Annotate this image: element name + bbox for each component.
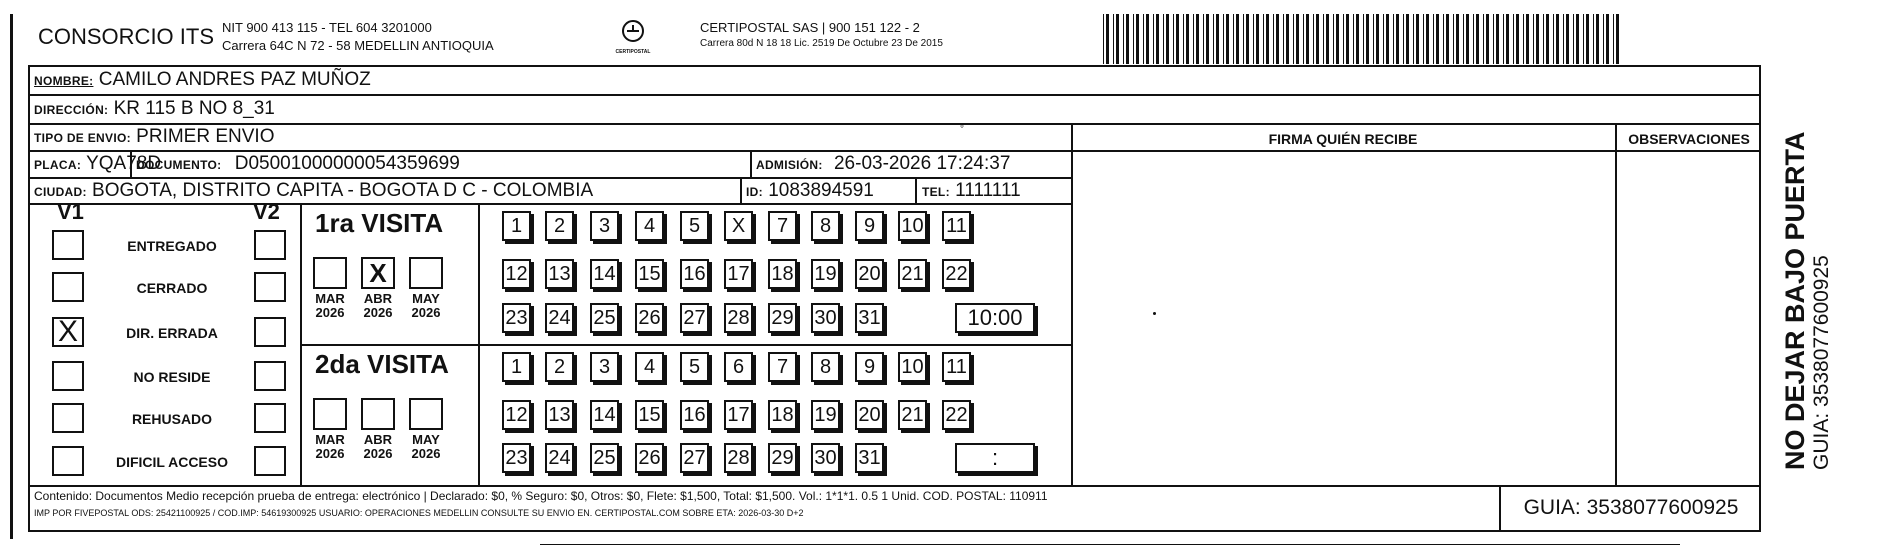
- visit-day-box[interactable]: 14: [590, 259, 619, 289]
- visit2-title: 2da VISITA: [315, 349, 449, 379]
- barcode-bar: [1503, 14, 1504, 64]
- barcode-bar: [1273, 14, 1274, 64]
- visit-month-name: MAY: [412, 432, 440, 447]
- status-label: ENTREGADO: [127, 238, 217, 254]
- visit-month-checkbox[interactable]: [313, 257, 347, 289]
- admision-cell: [756, 153, 1010, 175]
- visit-day-box[interactable]: 31: [855, 443, 884, 473]
- admision-value: 26-03-2026 17:24:37: [833, 153, 1011, 174]
- barcode-bar: [1453, 14, 1454, 64]
- barcode-bar: [1476, 14, 1479, 64]
- sign-header: FIRMA QUIÉN RECIBE: [1268, 131, 1418, 147]
- barcode-bar: [1456, 14, 1459, 64]
- barcode-bar: [1333, 14, 1334, 64]
- id-value: 1083894591: [768, 180, 874, 201]
- carrier-line1: CERTIPOSTAL SAS | 900 151 122 - 2: [700, 20, 920, 35]
- status-label: NO RESIDE: [133, 369, 211, 385]
- barcode-bar: [1583, 14, 1584, 64]
- barcode-bar: [1493, 14, 1494, 64]
- barcode-bar: [1553, 14, 1554, 64]
- barcode-bar: [1563, 14, 1564, 64]
- barcode-bar: [1573, 14, 1574, 64]
- visit-day-box[interactable]: 28: [724, 443, 753, 473]
- footer-line2: IMP POR FIVEPOSTAL ODS: 25421100925 / COD.IMP: 54619300925 USUARIO: OPERACIONES MEDELLIN CONSULTE SU ENVIO EN. CERTIPOSTAL.COM SOBRE ETA: 2026-03-30 D+2: [34, 508, 804, 518]
- carrier-line2: Carrera 80d N 18 18 Lic. 2519 De Octubre 23 De 2015: [700, 38, 943, 49]
- visit-day-box[interactable]: 9: [855, 211, 884, 241]
- visit-day-box[interactable]: 16: [680, 400, 709, 430]
- visit-day-box[interactable]: 13: [545, 400, 574, 430]
- visit-day-box[interactable]: 2: [545, 211, 574, 241]
- barcode-bar: [1496, 14, 1499, 64]
- barcode-bar: [1343, 14, 1344, 64]
- direccion-label: DIRECCIÓN:: [34, 103, 109, 117]
- visit-day-box[interactable]: 19: [811, 400, 840, 430]
- visit-day-box[interactable]: 14: [590, 400, 619, 430]
- bottom-rule: [540, 544, 1680, 545]
- tipo-row: [34, 126, 274, 148]
- status-v1-checkbox[interactable]: [52, 446, 84, 476]
- barcode-bar: [1426, 14, 1429, 64]
- barcode-bar: [1323, 14, 1324, 64]
- visit-day-box[interactable]: 27: [680, 443, 709, 473]
- visit-month-label: [400, 292, 452, 320]
- visit-month-year: 2026: [411, 446, 441, 461]
- barcode-bar: [1236, 14, 1239, 64]
- barcode-bar: [1416, 14, 1419, 64]
- ciudad-label: CIUDAD:: [34, 185, 87, 199]
- visit-day-box[interactable]: 1: [502, 352, 531, 382]
- visit1-title: 1ra VISITA: [315, 208, 444, 238]
- barcode-bar: [1616, 14, 1619, 64]
- barcode-bar: [1396, 14, 1399, 64]
- visit-day-box[interactable]: 9: [855, 352, 884, 382]
- direccion-row: [34, 98, 275, 120]
- visit-month-checkbox[interactable]: X: [361, 257, 395, 289]
- stray-mark: °: [960, 124, 964, 135]
- obs-header: OBSERVACIONES: [1628, 131, 1750, 147]
- barcode-bar: [1243, 14, 1244, 64]
- visit-day-box[interactable]: 26: [635, 303, 664, 333]
- visit-day-box[interactable]: 1: [502, 211, 531, 241]
- visit-day-box[interactable]: 3: [590, 352, 619, 382]
- visit-day-box[interactable]: 31: [855, 303, 884, 333]
- visit-day-box[interactable]: 13: [545, 259, 574, 289]
- barcode-bar: [1186, 14, 1189, 64]
- barcode-bar: [1276, 14, 1279, 64]
- barcode-bar: [1353, 14, 1354, 64]
- signature-dot: [1153, 312, 1156, 315]
- barcode-bar: [1226, 14, 1229, 64]
- tipo-value: PRIMER ENVIO: [136, 126, 275, 147]
- barcode-bar: [1543, 14, 1544, 64]
- barcode-bar: [1376, 14, 1379, 64]
- signature-area[interactable]: [1073, 152, 1615, 485]
- side-line1: NO DEJAR BAJO PUERTA: [1780, 131, 1810, 470]
- barcode-bar: [1406, 14, 1409, 64]
- visit-day-box[interactable]: 10: [898, 352, 927, 382]
- visit-day-box[interactable]: 12: [502, 259, 531, 289]
- side-text: [1780, 131, 1834, 470]
- visit-day-box[interactable]: 23: [502, 443, 531, 473]
- visit-month-name: MAR: [315, 432, 345, 447]
- barcode-bar: [1443, 14, 1444, 64]
- barcode-bar: [1536, 14, 1539, 64]
- barcode-bar: [1526, 14, 1529, 64]
- barcode-bar: [1286, 14, 1289, 64]
- visit-month-year: 2026: [315, 446, 345, 461]
- barcode-bar: [1576, 14, 1579, 64]
- visit-day-box[interactable]: 29: [768, 443, 797, 473]
- visit-day-box[interactable]: 17: [724, 259, 753, 289]
- visit-day-box[interactable]: 25: [590, 443, 619, 473]
- side-line2: GUIA: 3538077600925: [1810, 255, 1833, 470]
- barcode-bar: [1463, 14, 1464, 64]
- visit-month-year: 2026: [315, 305, 345, 320]
- visit-month-checkbox[interactable]: [313, 398, 347, 430]
- visit-day-box[interactable]: 8: [811, 211, 840, 241]
- barcode-bar: [1156, 14, 1159, 64]
- company-line2: Carrera 64C N 72 - 58 MEDELLIN ANTIOQUIA: [222, 38, 494, 53]
- logo-text: CERTIPOSTAL: [615, 49, 651, 55]
- barcode-bar: [1283, 14, 1284, 64]
- barcode-bar: [1253, 14, 1254, 64]
- admision-label: ADMISIÓN:: [756, 158, 823, 172]
- barcode-bar: [1383, 14, 1384, 64]
- barcode-bar: [1363, 14, 1364, 64]
- barcode-bar: [1483, 14, 1484, 64]
- visit-day-box[interactable]: 28: [724, 303, 753, 333]
- visit-month-checkbox[interactable]: [361, 398, 395, 430]
- barcode-bar: [1266, 14, 1269, 64]
- visit-day-box[interactable]: 15: [635, 400, 664, 430]
- visit-day-box[interactable]: 30: [811, 443, 840, 473]
- barcode-bar: [1423, 14, 1424, 64]
- company-name: CONSORCIO ITS: [38, 24, 215, 49]
- visit-month-year: 2026: [363, 446, 393, 461]
- visit-day-box[interactable]: 19: [811, 259, 840, 289]
- barcode-bar: [1146, 14, 1149, 64]
- barcode-bar: [1206, 14, 1209, 64]
- carrier-logo: [605, 18, 661, 58]
- barcode-bar: [1393, 14, 1394, 64]
- status-v2-checkbox[interactable]: [254, 230, 286, 260]
- visit-day-box[interactable]: 16: [680, 259, 709, 289]
- visit-day-box[interactable]: 22: [942, 259, 971, 289]
- barcode-bar: [1603, 14, 1604, 64]
- barcode-bar: [1136, 14, 1139, 64]
- barcode-bar: [1163, 14, 1164, 64]
- status-v1-checkbox[interactable]: X: [52, 317, 84, 347]
- status-v2-checkbox[interactable]: [254, 272, 286, 302]
- status-label: CERRADO: [136, 280, 208, 296]
- visit-time-box[interactable]: 10:00: [955, 303, 1035, 333]
- visit-day-box[interactable]: 12: [502, 400, 531, 430]
- status-v2-checkbox[interactable]: [254, 317, 286, 347]
- barcode-bar: [1303, 14, 1304, 64]
- barcode-bar: [1153, 14, 1154, 64]
- tel-label: TEL:: [922, 185, 950, 199]
- barcode-bar: [1506, 14, 1509, 64]
- barcode-bar: [1336, 14, 1339, 64]
- tipo-label: TIPO DE ENVIO:: [34, 131, 131, 145]
- barcode-bar: [1613, 14, 1614, 64]
- nombre-label: NOMBRE:: [34, 74, 94, 88]
- status-v2-checkbox[interactable]: [254, 403, 286, 433]
- visit-day-box[interactable]: 7: [768, 352, 797, 382]
- visit-day-box[interactable]: 23: [502, 303, 531, 333]
- barcode-bar: [1373, 14, 1374, 64]
- barcode-bar: [1106, 14, 1109, 64]
- footer-line1: Contenido: Documentos Medio recepción prueba de entrega: electrónico | Declarado: $0, % Seguro: $0, Otros: $0, Flete: $1,500, Total: $1,500. Vol.: 1*1*1. 0.5 1 Unid. COD. POSTAL: 110911: [34, 489, 1048, 503]
- barcode-bar: [1386, 14, 1389, 64]
- visit-month-year: 2026: [411, 305, 441, 320]
- barcode-bar: [1113, 14, 1114, 64]
- v1-header: V1: [57, 199, 84, 224]
- barcode-bar: [1173, 14, 1174, 64]
- visit-day-box[interactable]: 25: [590, 303, 619, 333]
- barcode-bar: [1126, 14, 1129, 64]
- visit-month-name: MAY: [412, 291, 440, 306]
- barcode-bar: [1596, 14, 1599, 64]
- barcode-bar: [1436, 14, 1439, 64]
- left-edge-line: [10, 14, 13, 539]
- barcode-bar: [1133, 14, 1134, 64]
- barcode-bar: [1263, 14, 1264, 64]
- visit-month-year: 2026: [363, 305, 393, 320]
- status-v1-checkbox[interactable]: [52, 403, 84, 433]
- barcode-bar: [1313, 14, 1314, 64]
- id-label: ID:: [746, 185, 763, 199]
- placa-label: PLACA:: [34, 158, 82, 172]
- barcode-bar: [1193, 14, 1194, 64]
- visit-month-label: [352, 433, 404, 461]
- barcode-bar: [1546, 14, 1549, 64]
- visit-day-box[interactable]: 21: [898, 400, 927, 430]
- barcode-bar: [1306, 14, 1309, 64]
- visit-day-box[interactable]: 3: [590, 211, 619, 241]
- visit-month-label: [304, 433, 356, 461]
- barcode-bar: [1216, 14, 1219, 64]
- documento-label: DOCUMENTO:: [136, 158, 222, 172]
- visit-month-name: MAR: [315, 291, 345, 306]
- visit-month-name: ABR: [363, 291, 393, 306]
- visit-day-box[interactable]: 11: [942, 352, 971, 382]
- visit-day-box[interactable]: 15: [635, 259, 664, 289]
- visit-day-box[interactable]: 2: [545, 352, 574, 382]
- visit-day-box[interactable]: 8: [811, 352, 840, 382]
- barcode-bar: [1103, 14, 1104, 64]
- barcode-bar: [1203, 14, 1204, 64]
- visit-month-label: [400, 433, 452, 461]
- visit-day-box[interactable]: 24: [545, 303, 574, 333]
- barcode-bar: [1466, 14, 1469, 64]
- barcode-bar: [1166, 14, 1169, 64]
- visit-day-box[interactable]: X: [724, 211, 753, 241]
- status-label: REHUSADO: [131, 411, 213, 427]
- status-v1-checkbox[interactable]: [52, 230, 84, 260]
- barcode-bar: [1446, 14, 1449, 64]
- visit-day-box[interactable]: 26: [635, 443, 664, 473]
- visit-day-box[interactable]: 30: [811, 303, 840, 333]
- barcode-bar: [1143, 14, 1144, 64]
- ciudad-cell: [34, 180, 593, 202]
- barcode-bar: [1233, 14, 1234, 64]
- id-cell: [746, 180, 874, 202]
- barcode-bar: [1366, 14, 1369, 64]
- barcode-bar: [1606, 14, 1609, 64]
- visit-time-box[interactable]: :: [955, 443, 1035, 473]
- barcode-bar: [1326, 14, 1329, 64]
- barcode-bar: [1566, 14, 1569, 64]
- visit-day-box[interactable]: 6: [724, 352, 753, 382]
- barcode-bar: [1513, 14, 1514, 64]
- visit-day-box[interactable]: 4: [635, 352, 664, 382]
- status-v2-checkbox[interactable]: [254, 446, 286, 476]
- nombre-value: CAMILO ANDRES PAZ MUÑOZ: [98, 69, 371, 90]
- visit-day-box[interactable]: 17: [724, 400, 753, 430]
- ciudad-value: BOGOTA, DISTRITO CAPITA - BOGOTA D C - COLOMBIA: [92, 180, 594, 201]
- visit-day-box[interactable]: 22: [942, 400, 971, 430]
- documento-cell: [136, 153, 460, 175]
- direccion-value: KR 115 B NO 8_31: [113, 98, 275, 119]
- barcode-bar: [1403, 14, 1404, 64]
- visit-month-label: [304, 292, 356, 320]
- visit-day-box[interactable]: 10: [898, 211, 927, 241]
- visit-day-box[interactable]: 18: [768, 400, 797, 430]
- visit-day-box[interactable]: 5: [680, 352, 709, 382]
- visit-day-box[interactable]: 27: [680, 303, 709, 333]
- barcode-bar: [1413, 14, 1414, 64]
- v2-header: V2: [253, 199, 280, 224]
- barcode-bar: [1183, 14, 1184, 64]
- nombre-row: [34, 69, 371, 91]
- visit-month-checkbox[interactable]: [409, 398, 443, 430]
- barcode-bar: [1316, 14, 1319, 64]
- status-v1-checkbox[interactable]: [52, 272, 84, 302]
- barcode-bar: [1523, 14, 1524, 64]
- barcode-bar: [1533, 14, 1534, 64]
- barcode-bar: [1593, 14, 1594, 64]
- barcode: [1103, 14, 1620, 64]
- barcode-bar: [1346, 14, 1349, 64]
- status-v2-checkbox[interactable]: [254, 361, 286, 391]
- documento-value: D05001000000054359699: [234, 153, 460, 174]
- visit-day-box[interactable]: 7: [768, 211, 797, 241]
- barcode-bar: [1433, 14, 1434, 64]
- barcode-bar: [1486, 14, 1489, 64]
- barcode-bar: [1473, 14, 1474, 64]
- visit-day-box[interactable]: 4: [635, 211, 664, 241]
- visit-month-name: ABR: [363, 432, 393, 447]
- barcode-bar: [1296, 14, 1299, 64]
- visit-day-box[interactable]: 20: [855, 259, 884, 289]
- status-label: DIFICIL ACCESO: [115, 454, 228, 470]
- barcode-bar: [1586, 14, 1589, 64]
- barcode-bar: [1176, 14, 1179, 64]
- barcode-bar: [1246, 14, 1249, 64]
- visit-day-box[interactable]: 11: [942, 211, 971, 241]
- tel-value: 1111111: [955, 180, 1021, 201]
- company-line1: NIT 900 413 115 - TEL 604 3201000: [222, 20, 432, 35]
- barcode-bar: [1196, 14, 1199, 64]
- visit-month-label: [352, 292, 404, 320]
- certipostal-logo-icon: [620, 18, 646, 44]
- barcode-bar: [1516, 14, 1519, 64]
- visit-month-checkbox[interactable]: [409, 257, 443, 289]
- visit-day-box[interactable]: 18: [768, 259, 797, 289]
- barcode-bar: [1223, 14, 1224, 64]
- status-label: DIR. ERRADA: [126, 325, 218, 341]
- visit-day-box[interactable]: 21: [898, 259, 927, 289]
- status-v1-checkbox[interactable]: [52, 361, 84, 391]
- barcode-bar: [1556, 14, 1559, 64]
- visit-day-box[interactable]: 24: [545, 443, 574, 473]
- footer-guia: GUIA: 3538077600925: [1523, 496, 1739, 519]
- placa-value: YQA78D: [86, 153, 162, 174]
- barcode-bar: [1356, 14, 1359, 64]
- barcode-bar: [1293, 14, 1294, 64]
- observations-area[interactable]: [1617, 152, 1759, 485]
- barcode-bar: [1213, 14, 1214, 64]
- barcode-bar: [1123, 14, 1124, 64]
- visit-day-box[interactable]: 29: [768, 303, 797, 333]
- visit-day-box[interactable]: 5: [680, 211, 709, 241]
- barcode-bar: [1256, 14, 1259, 64]
- barcode-bar: [1116, 14, 1119, 64]
- tel-cell: [922, 180, 1021, 202]
- visit-day-box[interactable]: 20: [855, 400, 884, 430]
